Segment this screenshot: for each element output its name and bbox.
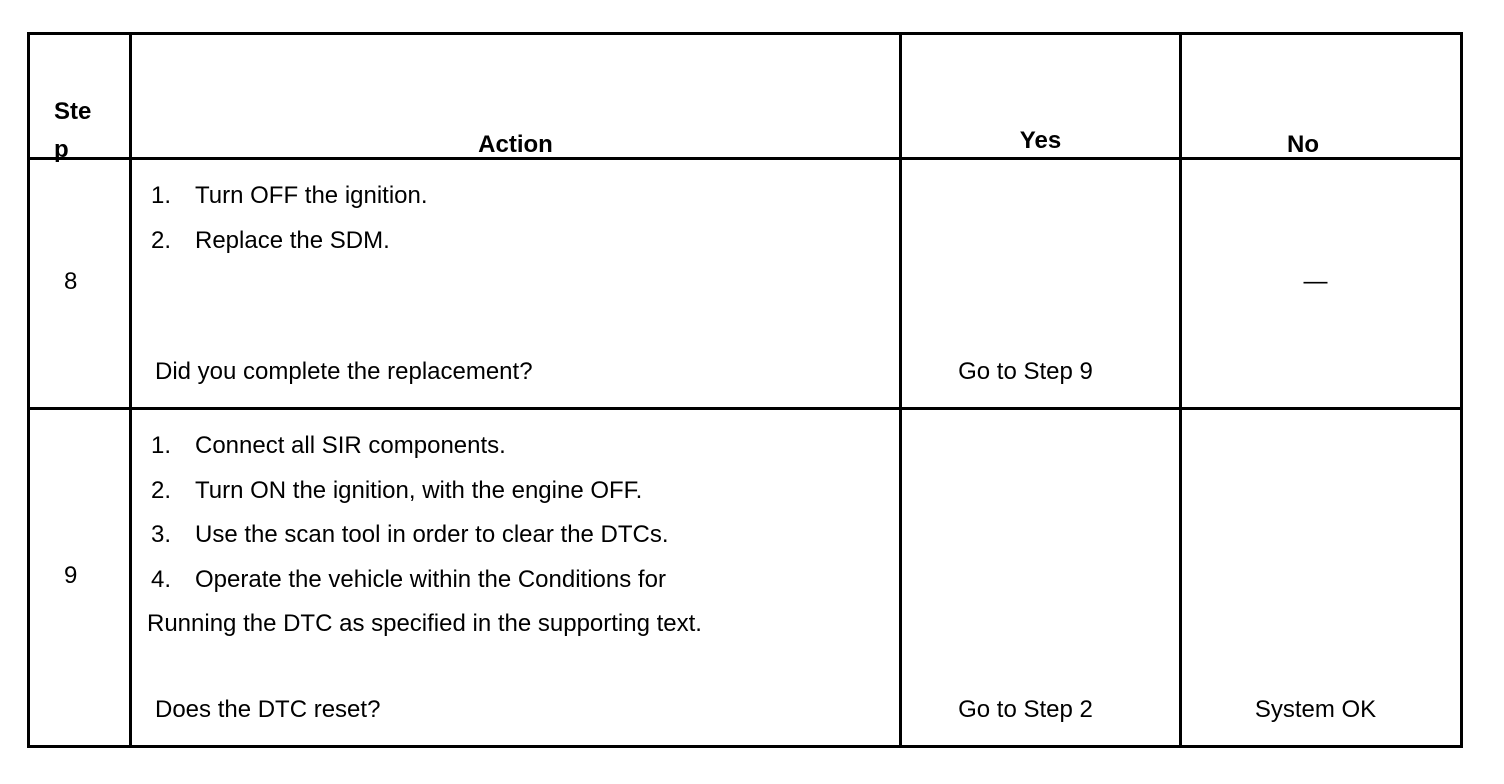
list-number: 1. [151, 432, 172, 459]
header-action: Action [478, 131, 553, 158]
step-number: 8 [64, 268, 78, 295]
action-list-item [151, 227, 390, 255]
action-question: Did you complete the replacement? [155, 358, 533, 385]
header-no: No [1287, 131, 1319, 158]
list-text: Use the scan tool in order to clear the DTCs. [195, 521, 669, 548]
action-list-item [151, 477, 642, 505]
list-text: Turn ON the ignition, with the engine OFF. [195, 477, 643, 504]
list-number: 2. [151, 227, 172, 254]
header-step: Step [54, 98, 92, 163]
no-result: — [1303, 268, 1328, 295]
header-yes: Yes [1019, 127, 1062, 154]
list-text: Operate the vehicle within the Conditions for [195, 566, 666, 593]
list-number: 4. [151, 566, 172, 593]
list-text: Replace the SDM. [195, 227, 390, 254]
list-number: 2. [151, 477, 172, 504]
list-text: Connect all SIR components. [195, 432, 506, 459]
yes-result: Go to Step 2 [958, 696, 1093, 723]
list-number: 1. [151, 182, 172, 209]
action-list-item [151, 432, 506, 460]
yes-result: Go to Step 9 [958, 358, 1093, 385]
list-number: 3. [151, 521, 172, 548]
action-question: Does the DTC reset? [155, 696, 381, 723]
no-result: System OK [1254, 696, 1377, 723]
row-divider [30, 407, 1460, 410]
diagnostic-procedure-table [27, 32, 1463, 748]
step-number: 9 [64, 562, 78, 589]
list-text: Turn OFF the ignition. [195, 182, 428, 209]
action-list-item [151, 566, 666, 594]
action-continuation: Running the DTC as specified in the supporting text. [147, 610, 702, 637]
action-list-item [151, 182, 428, 210]
action-list-item [151, 521, 669, 549]
